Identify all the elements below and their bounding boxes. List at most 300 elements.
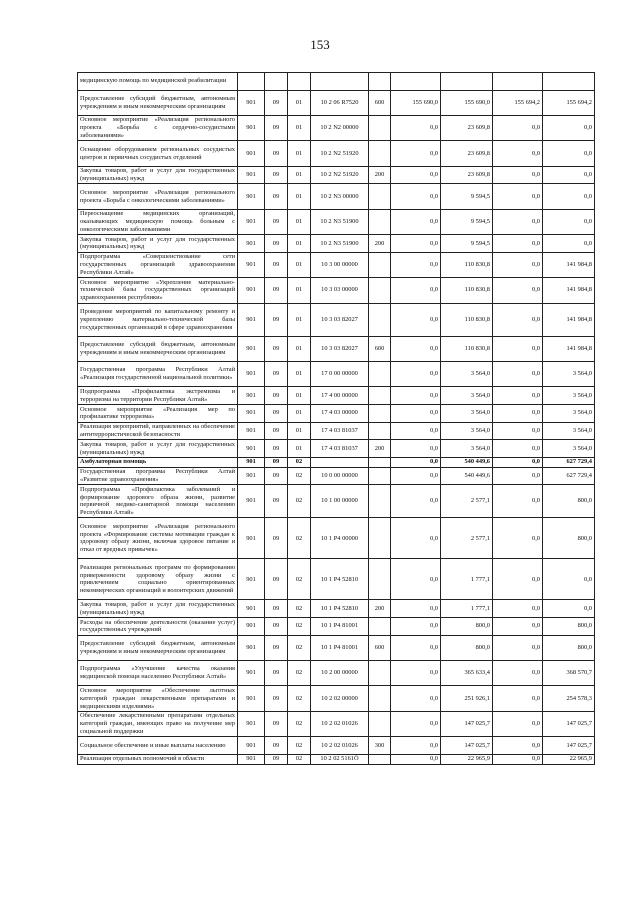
amount-cell-3: 0,0 <box>493 166 543 184</box>
amount-cell-4: 22 965,9 <box>543 754 595 764</box>
subsection-code-cell: 01 <box>288 252 311 277</box>
target-article-cell: 10 3 00 00000 <box>311 252 369 277</box>
admin-code-cell: 901 <box>238 518 265 559</box>
target-article-cell: 10 1 P4 52810 <box>311 559 369 600</box>
amount-cell-4: 0,0 <box>543 141 595 166</box>
table-row <box>78 362 595 387</box>
amount-cell-3: 0,0 <box>493 209 543 234</box>
table-row <box>78 235 595 253</box>
section-code-cell: 09 <box>265 278 288 303</box>
amount-cell-2: 540 449,6 <box>441 467 493 485</box>
budget-table-body <box>78 73 595 765</box>
expense-type-cell: 200 <box>369 235 391 253</box>
table-row <box>78 754 595 764</box>
subsection-code-cell: 02 <box>288 635 311 660</box>
table-row <box>78 336 595 361</box>
table-row <box>78 600 595 618</box>
amount-cell-1: 0,0 <box>391 457 441 467</box>
expense-type-cell <box>369 405 391 423</box>
amount-cell-3: 0,0 <box>493 278 543 303</box>
section-code-cell: 09 <box>265 405 288 423</box>
amount-cell-4: 254 578,3 <box>543 686 595 711</box>
row-name-cell: Закупка товаров, работ и услуг для государственных (муниципальных) нужд <box>78 166 238 184</box>
target-article-cell <box>311 73 369 91</box>
amount-cell-4: 3 564,0 <box>543 362 595 387</box>
admin-code-cell: 901 <box>238 184 265 209</box>
table-row <box>78 90 595 115</box>
section-code-cell: 09 <box>265 737 288 755</box>
subsection-code-cell: 02 <box>288 618 311 636</box>
amount-cell-1 <box>391 73 441 91</box>
budget-table <box>77 72 595 765</box>
section-code-cell: 09 <box>265 467 288 485</box>
subsection-code-cell: 01 <box>288 235 311 253</box>
amount-cell-1: 0,0 <box>391 618 441 636</box>
row-name-cell: Обеспечение лекарственными препаратами отдельных категорий граждан, имеющих право на получение мер социальной поддержки <box>78 711 238 736</box>
amount-cell-4: 0,0 <box>543 115 595 140</box>
amount-cell-1: 0,0 <box>391 235 441 253</box>
table-row <box>78 559 595 600</box>
subsection-code-cell: 01 <box>288 440 311 458</box>
expense-type-cell <box>369 141 391 166</box>
section-code-cell: 09 <box>265 457 288 467</box>
admin-code-cell: 901 <box>238 278 265 303</box>
subsection-code-cell: 01 <box>288 405 311 423</box>
amount-cell-2 <box>441 73 493 91</box>
subsection-code-cell: 02 <box>288 711 311 736</box>
subsection-code-cell: 02 <box>288 457 311 467</box>
expense-type-cell <box>369 457 391 467</box>
section-code-cell: 09 <box>265 115 288 140</box>
subsection-code-cell: 02 <box>288 485 311 518</box>
section-code-cell: 09 <box>265 754 288 764</box>
amount-cell-1: 0,0 <box>391 278 441 303</box>
subsection-code-cell: 01 <box>288 166 311 184</box>
subsection-code-cell: 02 <box>288 754 311 764</box>
table-row <box>78 166 595 184</box>
table-row <box>78 440 595 458</box>
target-article-cell: 10 2 02 01026 <box>311 711 369 736</box>
row-name-cell: Закупка товаров, работ и услуг для государственных (муниципальных) нужд <box>78 440 238 458</box>
row-name-cell: Подпрограмма «Профилактика экстремизма и терроризма на территории Республики Алтай» <box>78 387 238 405</box>
admin-code-cell: 901 <box>238 754 265 764</box>
target-article-cell: 10 1 00 00000 <box>311 485 369 518</box>
section-code-cell: 09 <box>265 303 288 336</box>
amount-cell-2: 9 594,5 <box>441 209 493 234</box>
target-article-cell: 17 4 03 00000 <box>311 405 369 423</box>
amount-cell-4: 0,0 <box>543 559 595 600</box>
table-row <box>78 518 595 559</box>
section-code-cell: 09 <box>265 661 288 686</box>
subsection-code-cell: 02 <box>288 559 311 600</box>
subsection-code-cell: 01 <box>288 387 311 405</box>
table-row <box>78 457 595 467</box>
expense-type-cell <box>369 518 391 559</box>
amount-cell-3: 0,0 <box>493 457 543 467</box>
admin-code-cell: 901 <box>238 661 265 686</box>
amount-cell-3: 0,0 <box>493 661 543 686</box>
amount-cell-3: 0,0 <box>493 737 543 755</box>
expense-type-cell <box>369 711 391 736</box>
admin-code-cell: 901 <box>238 600 265 618</box>
amount-cell-4: 3 564,0 <box>543 440 595 458</box>
subsection-code-cell: 01 <box>288 278 311 303</box>
amount-cell-2: 1 777,1 <box>441 600 493 618</box>
target-article-cell: 10 2 N3 51900 <box>311 235 369 253</box>
amount-cell-4: 147 025,7 <box>543 737 595 755</box>
amount-cell-2: 3 564,0 <box>441 362 493 387</box>
admin-code-cell: 901 <box>238 737 265 755</box>
amount-cell-2: 3 564,0 <box>441 422 493 440</box>
amount-cell-3: 0,0 <box>493 485 543 518</box>
amount-cell-4: 0,0 <box>543 184 595 209</box>
target-article-cell: 10 2 N3 51900 <box>311 209 369 234</box>
section-code-cell: 09 <box>265 711 288 736</box>
section-code-cell: 09 <box>265 422 288 440</box>
amount-cell-1: 0,0 <box>391 141 441 166</box>
expense-type-cell <box>369 661 391 686</box>
amount-cell-3: 0,0 <box>493 686 543 711</box>
target-article-cell: 10 0 00 00000 <box>311 467 369 485</box>
target-article-cell: 10 1 P4 00000 <box>311 518 369 559</box>
expense-type-cell <box>369 467 391 485</box>
amount-cell-2: 22 965,9 <box>441 754 493 764</box>
row-name-cell: Государственная программа Республики Алтай «Развитие здравоохранения» <box>78 467 238 485</box>
amount-cell-4: 155 694,2 <box>543 90 595 115</box>
amount-cell-1: 0,0 <box>391 303 441 336</box>
section-code-cell: 09 <box>265 600 288 618</box>
amount-cell-3: 0,0 <box>493 184 543 209</box>
amount-cell-4: 147 025,7 <box>543 711 595 736</box>
expense-type-cell: 600 <box>369 90 391 115</box>
row-name-cell: Амбулаторная помощь <box>78 457 238 467</box>
amount-cell-1: 0,0 <box>391 209 441 234</box>
amount-cell-4: 141 984,8 <box>543 303 595 336</box>
table-row <box>78 422 595 440</box>
amount-cell-2: 3 564,0 <box>441 387 493 405</box>
row-name-cell: Основное мероприятие «Реализация регионального проекта «Формирование системы мотивации граждан к здоровому образу жизни, включая здоровое питание и отказ от вредных привычек» <box>78 518 238 559</box>
amount-cell-1: 0,0 <box>391 737 441 755</box>
expense-type-cell: 200 <box>369 166 391 184</box>
row-name-cell: Проведение мероприятий по капитальному ремонту и укреплению материально-технической базы государственных организаций в сфере здравоохранения <box>78 303 238 336</box>
target-article-cell: 10 2 N3 00000 <box>311 184 369 209</box>
section-code-cell: 09 <box>265 184 288 209</box>
row-name-cell: Расходы на обеспечение деятельности (оказание услуг) государственных учреждений <box>78 618 238 636</box>
amount-cell-2: 251 926,1 <box>441 686 493 711</box>
target-article-cell: 17 4 03 81037 <box>311 422 369 440</box>
amount-cell-1: 0,0 <box>391 252 441 277</box>
target-article-cell: 10 2 06 R7520 <box>311 90 369 115</box>
expense-type-cell <box>369 73 391 91</box>
admin-code-cell: 901 <box>238 711 265 736</box>
row-name-cell: Основное мероприятие «Реализация мер по профилактике терроризма» <box>78 405 238 423</box>
section-code-cell: 09 <box>265 387 288 405</box>
amount-cell-2: 540 449,6 <box>441 457 493 467</box>
subsection-code-cell: 02 <box>288 518 311 559</box>
amount-cell-3: 0,0 <box>493 362 543 387</box>
amount-cell-3: 0,0 <box>493 422 543 440</box>
section-code-cell: 09 <box>265 336 288 361</box>
amount-cell-4: 0,0 <box>543 600 595 618</box>
target-article-cell: 17 4 03 81037 <box>311 440 369 458</box>
expense-type-cell <box>369 209 391 234</box>
expense-type-cell: 300 <box>369 737 391 755</box>
amount-cell-1: 0,0 <box>391 362 441 387</box>
admin-code-cell: 901 <box>238 559 265 600</box>
row-name-cell: медицинскую помощь по медицинской реабилитации <box>78 73 238 91</box>
amount-cell-1: 0,0 <box>391 405 441 423</box>
table-row <box>78 209 595 234</box>
table-row <box>78 141 595 166</box>
amount-cell-2: 9 594,5 <box>441 235 493 253</box>
amount-cell-1: 0,0 <box>391 387 441 405</box>
section-code-cell: 09 <box>265 90 288 115</box>
amount-cell-1: 0,0 <box>391 686 441 711</box>
section-code-cell: 09 <box>265 618 288 636</box>
expense-type-cell <box>369 362 391 387</box>
amount-cell-1: 0,0 <box>391 559 441 600</box>
admin-code-cell: 901 <box>238 457 265 467</box>
amount-cell-1: 0,0 <box>391 440 441 458</box>
table-row <box>78 737 595 755</box>
subsection-code-cell: 02 <box>288 661 311 686</box>
row-name-cell: Подпрограмма «Улучшение качества оказания медицинской помощи населению Республики Алтай» <box>78 661 238 686</box>
amount-cell-1: 155 690,0 <box>391 90 441 115</box>
expense-type-cell: 200 <box>369 440 391 458</box>
target-article-cell: 10 2 N2 51920 <box>311 166 369 184</box>
amount-cell-4: 3 564,0 <box>543 422 595 440</box>
amount-cell-2: 3 564,0 <box>441 405 493 423</box>
subsection-code-cell: 01 <box>288 141 311 166</box>
row-name-cell: Подпрограмма «Совершенствование сети государственных организаций здравоохранения Республики Алтай» <box>78 252 238 277</box>
table-row <box>78 278 595 303</box>
admin-code-cell: 901 <box>238 387 265 405</box>
admin-code-cell: 901 <box>238 362 265 387</box>
amount-cell-1: 0,0 <box>391 711 441 736</box>
expense-type-cell <box>369 252 391 277</box>
subsection-code-cell <box>288 73 311 91</box>
section-code-cell: 09 <box>265 166 288 184</box>
amount-cell-3: 0,0 <box>493 618 543 636</box>
row-name-cell: Реализация отдельных полномочий в области <box>78 754 238 764</box>
amount-cell-3: 0,0 <box>493 600 543 618</box>
amount-cell-4: 141 984,8 <box>543 336 595 361</box>
amount-cell-4: 141 984,8 <box>543 252 595 277</box>
amount-cell-2: 23 609,8 <box>441 166 493 184</box>
amount-cell-4 <box>543 73 595 91</box>
admin-code-cell: 901 <box>238 467 265 485</box>
admin-code-cell: 901 <box>238 166 265 184</box>
table-row <box>78 252 595 277</box>
amount-cell-3: 0,0 <box>493 252 543 277</box>
table-row <box>78 387 595 405</box>
target-article-cell: 10 1 P4 81001 <box>311 635 369 660</box>
subsection-code-cell: 01 <box>288 209 311 234</box>
target-article-cell: 17 0 00 00000 <box>311 362 369 387</box>
amount-cell-2: 2 577,1 <box>441 485 493 518</box>
target-article-cell: 10 3 03 82027 <box>311 303 369 336</box>
row-name-cell: Оснащение оборудованием региональных сосудистых центров и первичных сосудистых отделений <box>78 141 238 166</box>
subsection-code-cell: 01 <box>288 303 311 336</box>
admin-code-cell: 901 <box>238 485 265 518</box>
expense-type-cell: 600 <box>369 336 391 361</box>
amount-cell-2: 147 025,7 <box>441 711 493 736</box>
table-row <box>78 467 595 485</box>
expense-type-cell <box>369 303 391 336</box>
amount-cell-3: 0,0 <box>493 518 543 559</box>
target-article-cell: 10 2 02 00000 <box>311 686 369 711</box>
row-name-cell: Реализация региональных программ по формированию приверженности здоровому образу жизни с привлечением социально ориентированных некоммерческих организаций и волонтерских движений <box>78 559 238 600</box>
target-article-cell: 17 4 00 00000 <box>311 387 369 405</box>
row-name-cell: Предоставление субсидий бюджетным, автономным учреждениям и иным некоммерческим организациям <box>78 635 238 660</box>
row-name-cell: Подпрограмма «Профилактика заболеваний и формирование здорового образа жизни, развитие первичной медико-санитарной помощи населению Республики Алтай» <box>78 485 238 518</box>
row-name-cell: Государственная программа Республики Алтай «Реализация государственной национальной политики» <box>78 362 238 387</box>
admin-code-cell: 901 <box>238 440 265 458</box>
amount-cell-1: 0,0 <box>391 467 441 485</box>
target-article-cell: 10 2 02 5161Ö <box>311 754 369 764</box>
amount-cell-1: 0,0 <box>391 422 441 440</box>
expense-type-cell <box>369 559 391 600</box>
amount-cell-3: 0,0 <box>493 440 543 458</box>
amount-cell-3: 155 694,2 <box>493 90 543 115</box>
expense-type-cell <box>369 754 391 764</box>
subsection-code-cell: 01 <box>288 115 311 140</box>
admin-code-cell: 901 <box>238 618 265 636</box>
admin-code-cell: 901 <box>238 90 265 115</box>
amount-cell-1: 0,0 <box>391 115 441 140</box>
table-row <box>78 618 595 636</box>
admin-code-cell: 901 <box>238 303 265 336</box>
amount-cell-3: 0,0 <box>493 141 543 166</box>
expense-type-cell: 200 <box>369 600 391 618</box>
subsection-code-cell: 01 <box>288 184 311 209</box>
table-row <box>78 303 595 336</box>
amount-cell-4: 800,0 <box>543 485 595 518</box>
subsection-code-cell: 01 <box>288 422 311 440</box>
amount-cell-1: 0,0 <box>391 661 441 686</box>
amount-cell-1: 0,0 <box>391 336 441 361</box>
section-code-cell <box>265 73 288 91</box>
amount-cell-4: 800,0 <box>543 635 595 660</box>
row-name-cell: Основное мероприятие «Обеспечение льготных категорий граждан лекарственными препаратами и медицинскими изделиями» <box>78 686 238 711</box>
row-name-cell: Основное мероприятие «Реализация регионального проекта «Борьба с онкологическими заболеваниями» <box>78 184 238 209</box>
expense-type-cell <box>369 618 391 636</box>
section-code-cell: 09 <box>265 485 288 518</box>
admin-code-cell: 901 <box>238 405 265 423</box>
admin-code-cell: 901 <box>238 115 265 140</box>
amount-cell-4: 0,0 <box>543 235 595 253</box>
section-code-cell: 09 <box>265 235 288 253</box>
amount-cell-2: 1 777,1 <box>441 559 493 600</box>
amount-cell-3: 0,0 <box>493 635 543 660</box>
expense-type-cell <box>369 278 391 303</box>
table-row <box>78 115 595 140</box>
subsection-code-cell: 01 <box>288 362 311 387</box>
amount-cell-1: 0,0 <box>391 166 441 184</box>
admin-code-cell: 901 <box>238 422 265 440</box>
amount-cell-4: 627 729,4 <box>543 457 595 467</box>
target-article-cell: 10 2 00 00000 <box>311 661 369 686</box>
amount-cell-1: 0,0 <box>391 184 441 209</box>
amount-cell-1: 0,0 <box>391 635 441 660</box>
amount-cell-2: 800,0 <box>441 618 493 636</box>
section-code-cell: 09 <box>265 252 288 277</box>
table-row <box>78 635 595 660</box>
expense-type-cell <box>369 184 391 209</box>
table-row <box>78 485 595 518</box>
expense-type-cell: 600 <box>369 635 391 660</box>
amount-cell-4: 627 729,4 <box>543 467 595 485</box>
target-article-cell: 10 2 02 01026 <box>311 737 369 755</box>
admin-code-cell: 901 <box>238 209 265 234</box>
table-row <box>78 661 595 686</box>
amount-cell-1: 0,0 <box>391 600 441 618</box>
row-name-cell: Основное мероприятие «Укрепление материально-технической базы государственных организаций здравоохранения республики» <box>78 278 238 303</box>
section-code-cell: 09 <box>265 209 288 234</box>
expense-type-cell <box>369 387 391 405</box>
table-row <box>78 686 595 711</box>
amount-cell-3: 0,0 <box>493 303 543 336</box>
amount-cell-2: 2 577,1 <box>441 518 493 559</box>
subsection-code-cell: 01 <box>288 336 311 361</box>
row-name-cell: Социальное обеспечение и иные выплаты населению <box>78 737 238 755</box>
amount-cell-2: 110 830,8 <box>441 278 493 303</box>
amount-cell-3 <box>493 73 543 91</box>
amount-cell-1: 0,0 <box>391 754 441 764</box>
target-article-cell: 10 3 03 82027 <box>311 336 369 361</box>
amount-cell-4: 0,0 <box>543 166 595 184</box>
amount-cell-4: 141 984,8 <box>543 278 595 303</box>
table-row <box>78 711 595 736</box>
admin-code-cell: 901 <box>238 252 265 277</box>
row-name-cell: Реализация мероприятий, направленных на обеспечение антитеррористической безопасности <box>78 422 238 440</box>
admin-code-cell: 901 <box>238 635 265 660</box>
row-name-cell: Предоставление субсидий бюджетным, автономным учреждениям и иным некоммерческим организациям <box>78 90 238 115</box>
section-code-cell: 09 <box>265 635 288 660</box>
expense-type-cell <box>369 485 391 518</box>
amount-cell-2: 9 594,5 <box>441 184 493 209</box>
amount-cell-2: 155 690,0 <box>441 90 493 115</box>
amount-cell-2: 3 564,0 <box>441 440 493 458</box>
row-name-cell: Переоснащение медицинских организаций, оказывающих медицинскую помощь больным с онкологическими заболеваниями <box>78 209 238 234</box>
amount-cell-2: 23 609,8 <box>441 115 493 140</box>
amount-cell-3: 0,0 <box>493 235 543 253</box>
amount-cell-4: 3 564,0 <box>543 387 595 405</box>
amount-cell-1: 0,0 <box>391 485 441 518</box>
amount-cell-3: 0,0 <box>493 559 543 600</box>
admin-code-cell: 901 <box>238 235 265 253</box>
row-name-cell: Основное мероприятие «Реализация регионального проекта «Борьба с сердечно-сосудистыми заболеваниями» <box>78 115 238 140</box>
admin-code-cell <box>238 73 265 91</box>
expense-type-cell <box>369 686 391 711</box>
amount-cell-2: 110 830,8 <box>441 303 493 336</box>
table-row <box>78 184 595 209</box>
row-name-cell: Закупка товаров, работ и услуг для государственных (муниципальных) нужд <box>78 235 238 253</box>
amount-cell-4: 3 564,0 <box>543 405 595 423</box>
expense-type-cell <box>369 422 391 440</box>
amount-cell-2: 110 830,8 <box>441 252 493 277</box>
amount-cell-2: 147 025,7 <box>441 737 493 755</box>
admin-code-cell: 901 <box>238 686 265 711</box>
amount-cell-3: 0,0 <box>493 405 543 423</box>
section-code-cell: 09 <box>265 362 288 387</box>
page-number: 153 <box>310 37 330 52</box>
target-article-cell: 10 1 P4 81001 <box>311 618 369 636</box>
amount-cell-3: 0,0 <box>493 336 543 361</box>
subsection-code-cell: 02 <box>288 467 311 485</box>
target-article-cell: 10 2 N2 51920 <box>311 141 369 166</box>
amount-cell-2: 800,0 <box>441 635 493 660</box>
